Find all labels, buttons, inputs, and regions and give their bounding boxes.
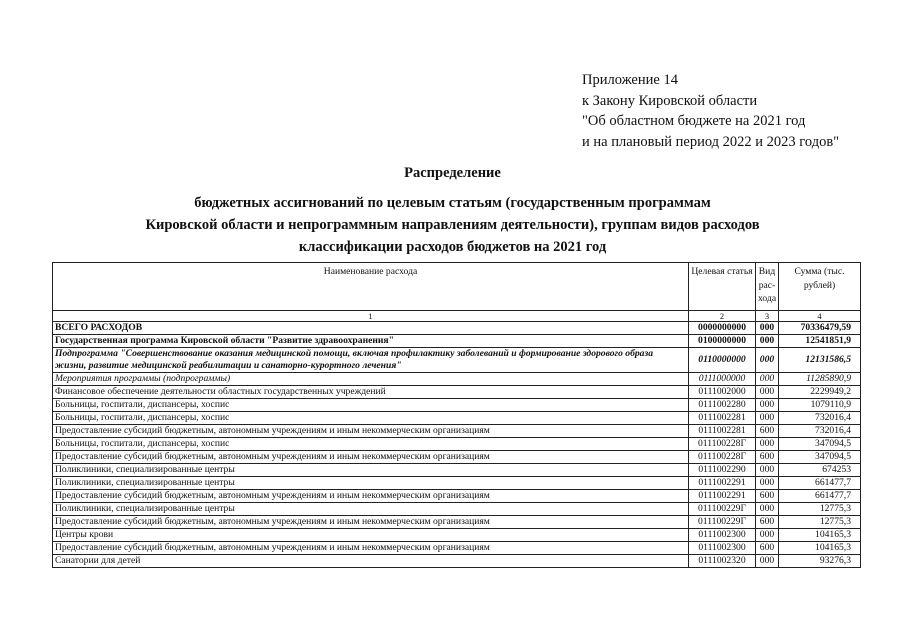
cell-sum: 1079110,9 [779, 399, 861, 412]
column-number-4: 4 [779, 311, 861, 322]
table-row [53, 386, 861, 399]
cell-sum: 104165,3 [779, 542, 861, 555]
cell-name: Поликлиники, специализированные центры [53, 503, 689, 516]
header-code: Целевая статья [689, 263, 756, 311]
table-row [53, 503, 861, 516]
column-number-1: 1 [53, 311, 689, 322]
appendix-line-1: Приложение 14 [582, 72, 678, 88]
table-row [53, 464, 861, 477]
cell-name: Предоставление субсидий бюджетным, автономным учреждениям и иным некоммерческим организациям [53, 490, 689, 503]
cell-name: Предоставление субсидий бюджетным, автономным учреждениям и иным некоммерческим организациям [53, 516, 689, 529]
cell-type: 000 [756, 503, 779, 516]
cell-type: 000 [756, 477, 779, 490]
cell-type: 000 [756, 529, 779, 542]
heading-line-4: классификации расходов бюджетов на 2021 год [298, 239, 607, 255]
cell-name: Больницы, госпитали, диспансеры, хоспис [53, 399, 689, 412]
appendix-line-4: и на плановый период 2022 и 2023 годов" [582, 133, 840, 150]
cell-sum: 93276,3 [779, 555, 861, 568]
cell-type: 600 [756, 516, 779, 529]
cell-type: 000 [756, 348, 779, 373]
cell-code: 0111002280 [689, 399, 756, 412]
column-number-3: 3 [756, 311, 779, 322]
cell-sum: 661477,7 [779, 477, 861, 490]
cell-sum: 732016,4 [779, 412, 861, 425]
table-row [53, 438, 861, 451]
table-row [53, 373, 861, 386]
cell-name: Поликлиники, специализированные центры [53, 477, 689, 490]
document-heading [0, 162, 905, 258]
cell-type: 000 [756, 464, 779, 477]
cell-name: Поликлиники, специализированные центры [53, 464, 689, 477]
cell-code: 0110000000 [689, 348, 756, 373]
appendix-line-2: к Закону Кировской области [582, 92, 758, 109]
cell-type: 000 [756, 412, 779, 425]
cell-type: 600 [756, 490, 779, 503]
cell-name: ВСЕГО РАСХОДОВ [53, 322, 689, 335]
cell-code: 011100229Г [689, 516, 756, 529]
cell-sum: 674253 [779, 464, 861, 477]
heading-line-2: бюджетных ассигнований по целевым статьям (государственным программам [194, 195, 711, 211]
cell-type: 000 [756, 322, 779, 335]
cell-code: 0111002281 [689, 425, 756, 438]
table-row [53, 425, 861, 438]
cell-type: 000 [756, 399, 779, 412]
cell-code: 0000000000 [689, 322, 756, 335]
cell-name: Предоставление субсидий бюджетным, автономным учреждениям и иным некоммерческим организациям [53, 451, 689, 464]
cell-code: 0111002000 [689, 386, 756, 399]
appendix-block [582, 70, 839, 152]
cell-sum: 347094,5 [779, 438, 861, 451]
cell-code: 0111002300 [689, 542, 756, 555]
table-row [53, 529, 861, 542]
cell-code: 0111002291 [689, 490, 756, 503]
cell-name: Финансовое обеспечение деятельности областных государственных учреждений [53, 386, 689, 399]
cell-sum: 2229949,2 [779, 386, 861, 399]
cell-name: Подпрограмма "Совершенствование оказания медицинской помощи, включая профилактику заболеваний и формирование здорового образа жизни, развитие медицинской реабилитации и санаторно-курортного лечения" [53, 348, 689, 373]
cell-code: 0100000000 [689, 335, 756, 348]
cell-sum: 347094,5 [779, 451, 861, 464]
table-row [53, 490, 861, 503]
cell-sum: 661477,7 [779, 490, 861, 503]
budget-table [52, 262, 861, 568]
header-name: Наименование расхода [53, 263, 689, 311]
cell-name: Центры крови [53, 529, 689, 542]
header-type: Вид рас-хода [756, 263, 779, 311]
cell-sum: 12541851,9 [779, 335, 861, 348]
cell-name: Больницы, госпитали, диспансеры, хоспис [53, 438, 689, 451]
table-row [53, 477, 861, 490]
cell-code: 011100228Г [689, 438, 756, 451]
cell-type: 000 [756, 335, 779, 348]
heading-title: Распределение [404, 165, 501, 181]
cell-sum: 732016,4 [779, 425, 861, 438]
cell-sum: 70336479,59 [779, 322, 861, 335]
cell-code: 0111002320 [689, 555, 756, 568]
cell-sum: 12131586,5 [779, 348, 861, 373]
cell-name: Мероприятия программы (подпрограммы) [53, 373, 689, 386]
cell-code: 011100229Г [689, 503, 756, 516]
cell-sum: 12775,3 [779, 516, 861, 529]
cell-code: 0111002291 [689, 477, 756, 490]
cell-type: 000 [756, 555, 779, 568]
table-row [53, 322, 861, 335]
table-header-row [53, 263, 861, 311]
table-row [53, 348, 861, 373]
cell-code: 011100228Г [689, 451, 756, 464]
cell-type: 000 [756, 373, 779, 386]
cell-type: 600 [756, 425, 779, 438]
cell-code: 0111000000 [689, 373, 756, 386]
table-row [53, 516, 861, 529]
appendix-line-3: "Об областном бюджете на 2021 год [582, 113, 806, 129]
cell-code: 0111002290 [689, 464, 756, 477]
column-number-2: 2 [689, 311, 756, 322]
header-sum: Сумма (тыс. рублей) [779, 263, 861, 311]
cell-code: 0111002300 [689, 529, 756, 542]
cell-type: 600 [756, 451, 779, 464]
cell-type: 000 [756, 438, 779, 451]
cell-type: 000 [756, 386, 779, 399]
cell-code: 0111002281 [689, 412, 756, 425]
cell-name: Больницы, госпитали, диспансеры, хоспис [53, 412, 689, 425]
heading-line-3: Кировской области и непрограммным направлениям деятельности), группам видов расходов [145, 217, 760, 233]
cell-name: Санатории для детей [53, 555, 689, 568]
cell-sum: 12775,3 [779, 503, 861, 516]
cell-sum: 11285890,9 [779, 373, 861, 386]
cell-name: Предоставление субсидий бюджетным, автономным учреждениям и иным некоммерческим организациям [53, 425, 689, 438]
table-column-numbers-row [53, 311, 861, 322]
cell-sum: 104165,3 [779, 529, 861, 542]
cell-type: 600 [756, 542, 779, 555]
table-row [53, 555, 861, 568]
table-row [53, 412, 861, 425]
table-row [53, 451, 861, 464]
table-row [53, 399, 861, 412]
table-row [53, 542, 861, 555]
cell-name: Предоставление субсидий бюджетным, автономным учреждениям и иным некоммерческим организациям [53, 542, 689, 555]
table-row [53, 335, 861, 348]
cell-name: Государственная программа Кировской области "Развитие здравоохранения" [53, 335, 689, 348]
